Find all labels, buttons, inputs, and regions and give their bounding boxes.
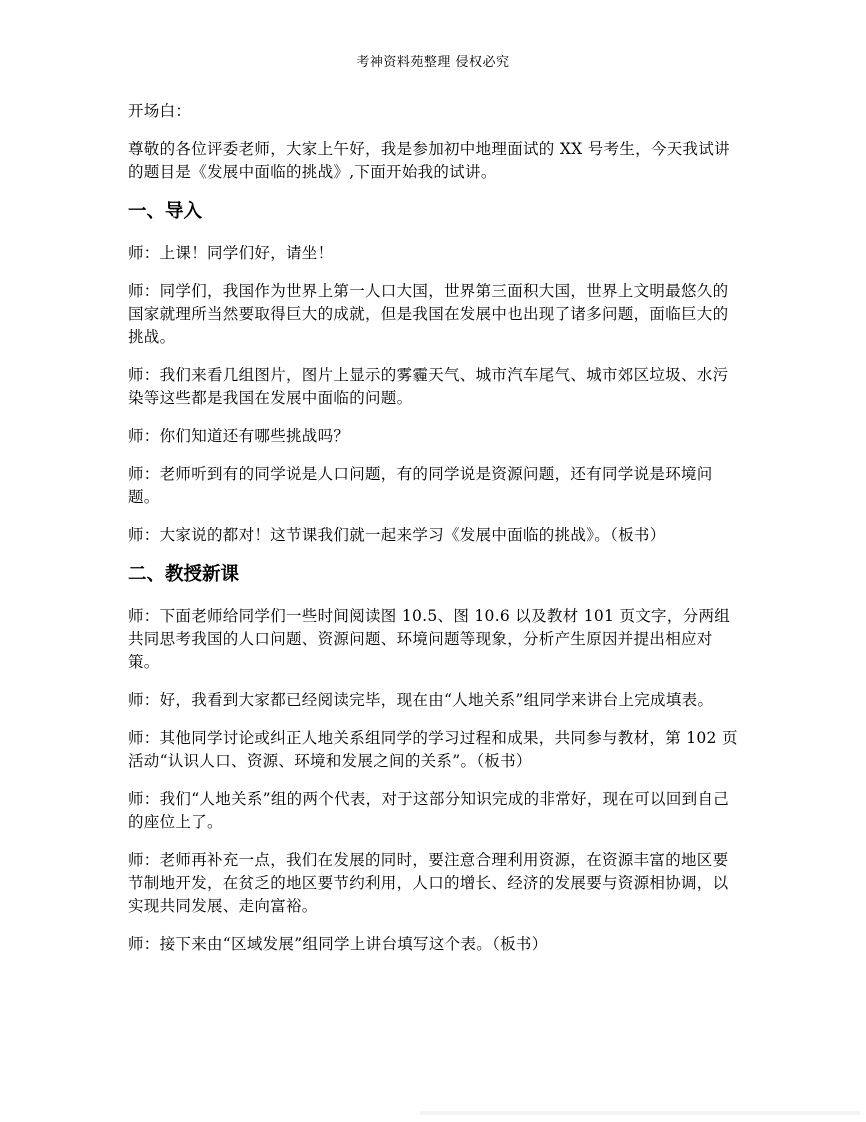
section-heading-new-lesson: 二、教授新课 <box>128 564 240 585</box>
section2-paragraph: 师：其他同学讨论或纠正人地关系组同学的学习过程和成果，共同参与教材，第 102 页活动“认识人口、资源、环境和发展之间的关系”。（板书） <box>128 729 738 770</box>
section1-paragraph: 师：我们来看几组图片，图片上显示的雾霾天气、城市汽车尾气、城市郊区垃圾、水污染等这些都是我国在发展中面临的问题。 <box>128 366 729 407</box>
document-body <box>128 100 742 971</box>
intro-label: 开场白： <box>128 102 192 120</box>
section2-paragraph: 师：老师再补充一点，我们在发展的同时，要注意合理利用资源，在资源丰富的地区要节制地开发，在贫乏的地区要节约利用，人口的增长、经济的发展要与资源相协调，以实现共同发展、走向富裕。 <box>128 851 729 915</box>
page-header: 考神资料苑整理 侵权必究 <box>356 55 510 70</box>
intro-text: 尊敬的各位评委老师，大家上午好，我是参加初中地理面试的 XX 号考生，今天我试讲的题目是《发展中面临的挑战》,下面开始我的试讲。 <box>128 140 730 181</box>
section2-paragraph: 师：我们“人地关系”组的两个代表，对于这部分知识完成的非常好，现在可以回到自己的座位上了。 <box>128 790 730 831</box>
section1-paragraph: 师：你们知道还有哪些挑战吗？ <box>128 427 350 445</box>
section2-paragraph: 师：下面老师给同学们一些时间阅读图 10.5、图 10.6 以及教材 101 页文字，分两组共同思考我国的人口问题、资源问题、环境问题等现象，分析产生原因并提出相应对策。 <box>128 607 731 671</box>
section2-paragraph: 师：接下来由“区域发展”组同学上讲台填写这个表。（板书） <box>128 935 548 953</box>
section2-paragraph: 师：好，我看到大家都已经阅读完毕，现在由“人地关系”组同学来讲台上完成填表。 <box>128 691 714 709</box>
section1-paragraph: 师：同学们，我国作为世界上第一人口大国，世界第三面积大国，世界上文明最悠久的国家就理所当然要取得巨大的成就，但是我国在发展中也出现了诸多问题，面临巨大的挑战。 <box>128 282 729 346</box>
section1-paragraph: 师：上课！同学们好，请坐！ <box>128 244 334 262</box>
section1-paragraph: 师：大家说的都对！这节课我们就一起来学习《发展中面临的挑战》。（板书） <box>128 526 666 544</box>
footer-faint-watermark <box>420 1108 860 1118</box>
section1-paragraph: 师：老师听到有的同学说是人口问题，有的同学说是资源问题，还有同学说是环境问题。 <box>128 465 713 506</box>
section-heading-intro: 一、导入 <box>128 201 203 222</box>
